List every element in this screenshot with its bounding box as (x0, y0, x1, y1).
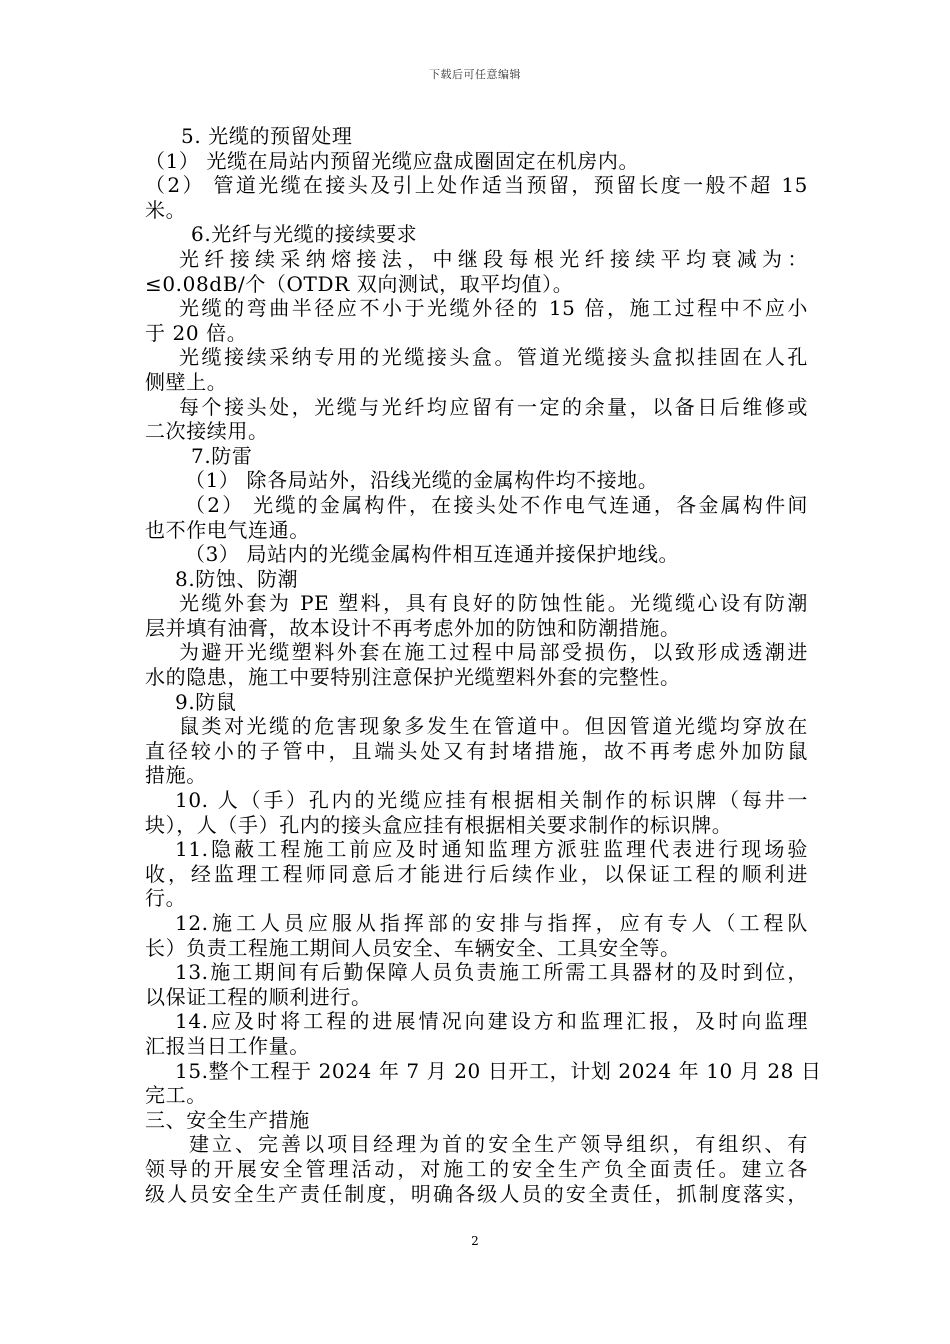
text-line: 11.隐蔽工程施工前应及时通知监理方派驻监理代表进行现场验 (175, 837, 808, 862)
document-body (145, 124, 822, 1206)
text-line: 侧壁上。 (145, 369, 228, 394)
text-line: 领导的开展安全管理活动，对施工的安全生产负全面责任。建立各 (145, 1156, 808, 1181)
text-line: 二次接续用。 (145, 419, 269, 444)
text-line: 建立、完善以项目经理为首的安全生产领导组织，有组织、有 (189, 1132, 808, 1157)
text-line: 行。 (145, 886, 187, 911)
text-line: ≤0.08dB/个（OTDR 双向测试，取平均值）。 (145, 271, 574, 296)
page-number: 2 (471, 1234, 479, 1248)
text-line: （2） 光缆的金属构件，在接头处不作电气连通，各金属构件间 (185, 492, 808, 517)
text-line: 7.防雷 (191, 443, 253, 468)
text-line: 块），人（手）孔内的接头盒应挂有根据相关要求制作的标识牌。 (145, 812, 733, 837)
text-line: 13.施工期间有后勤保障人员负责施工所需工具器材的及时到位， (175, 960, 808, 985)
text-line: 收，经监理工程师同意后才能进行后续作业，以保证工程的顺利进 (145, 861, 808, 886)
text-line: （3） 局站内的光缆金属构件相互连通并接保护地线。 (185, 542, 680, 567)
text-line: 长）负责工程施工期间人员安全、车辆安全、工具安全等。 (145, 935, 681, 960)
text-line: 也不作电气连通。 (145, 517, 310, 542)
text-line: 为避开光缆塑料外套在施工过程中局部受损伤，以致形成透潮进 (179, 640, 808, 665)
text-line: 水的隐患，施工中要特别注意保护光缆塑料外套的完整性。 (145, 665, 681, 690)
text-line: 6.光纤与光缆的接续要求 (191, 222, 418, 247)
text-line: 于 20 倍。 (145, 320, 248, 345)
text-line: 光缆接续采纳专用的光缆接头盒。管道光缆接头盒拟挂固在人孔 (179, 345, 808, 370)
text-line: 14.应及时将工程的进展情况向建设方和监理汇报，及时向监理 (175, 1009, 808, 1034)
text-line: 光缆的弯曲半径应不小于光缆外径的 15 倍，施工过程中不应小 (179, 296, 808, 321)
text-line: （1） 光缆在局站内预留光缆应盘成圈固定在机房内。 (145, 148, 640, 173)
text-line: 以保证工程的顺利进行。 (145, 984, 372, 1009)
text-line: 鼠类对光缆的危害现象多发生在管道中。但因管道光缆均穿放在 (179, 714, 808, 739)
text-line: 层并填有油膏，故本设计不再考虑外加的防蚀和防潮措施。 (145, 615, 681, 640)
text-line: 光缆外套为 PE 塑料，具有良好的防蚀性能。光缆缆心设有防潮 (179, 591, 808, 616)
text-line: 8.防蚀、防潮 (175, 566, 299, 591)
text-line: 15.整个工程于 2024 年 7 月 20 日开工，计划 2024 年 10 月 28 日 (175, 1058, 822, 1083)
text-line: 汇报当日工作量。 (145, 1033, 310, 1058)
text-line: 措施。 (145, 763, 207, 788)
text-line: 三、安全生产措施 (145, 1107, 310, 1132)
text-line: 每个接头处，光缆与光纤均应留有一定的余量，以备日后维修或 (179, 394, 808, 419)
text-line: 级人员安全生产责任制度，明确各级人员的安全责任，抓制度落实， (145, 1181, 808, 1206)
text-line: 完工。 (145, 1083, 207, 1108)
text-line: 9.防鼠 (175, 689, 237, 714)
text-line: （2） 管道光缆在接头及引上处作适当预留，预留长度一般不超 15 (145, 173, 808, 198)
text-line: 米。 (145, 197, 187, 222)
text-line: （1） 除各局站外，沿线光缆的金属构件均不接地。 (185, 468, 659, 493)
text-line: 12.施工人员应服从指挥部的安排与指挥，应有专人（工程队 (175, 911, 808, 935)
page-header: 下载后可任意编辑 (429, 68, 521, 81)
text-line: 光纤接续采纳熔接法，中继段每根光纤接续平均衰减为： (179, 246, 808, 271)
text-line: 直径较小的子管中，且端头处又有封堵措施，故不再考虑外加防鼠 (145, 738, 808, 763)
text-line: 5. 光缆的预留处理 (181, 124, 353, 148)
text-line: 10. 人（手）孔内的光缆应挂有根据相关制作的标识牌（每井一 (175, 788, 808, 813)
